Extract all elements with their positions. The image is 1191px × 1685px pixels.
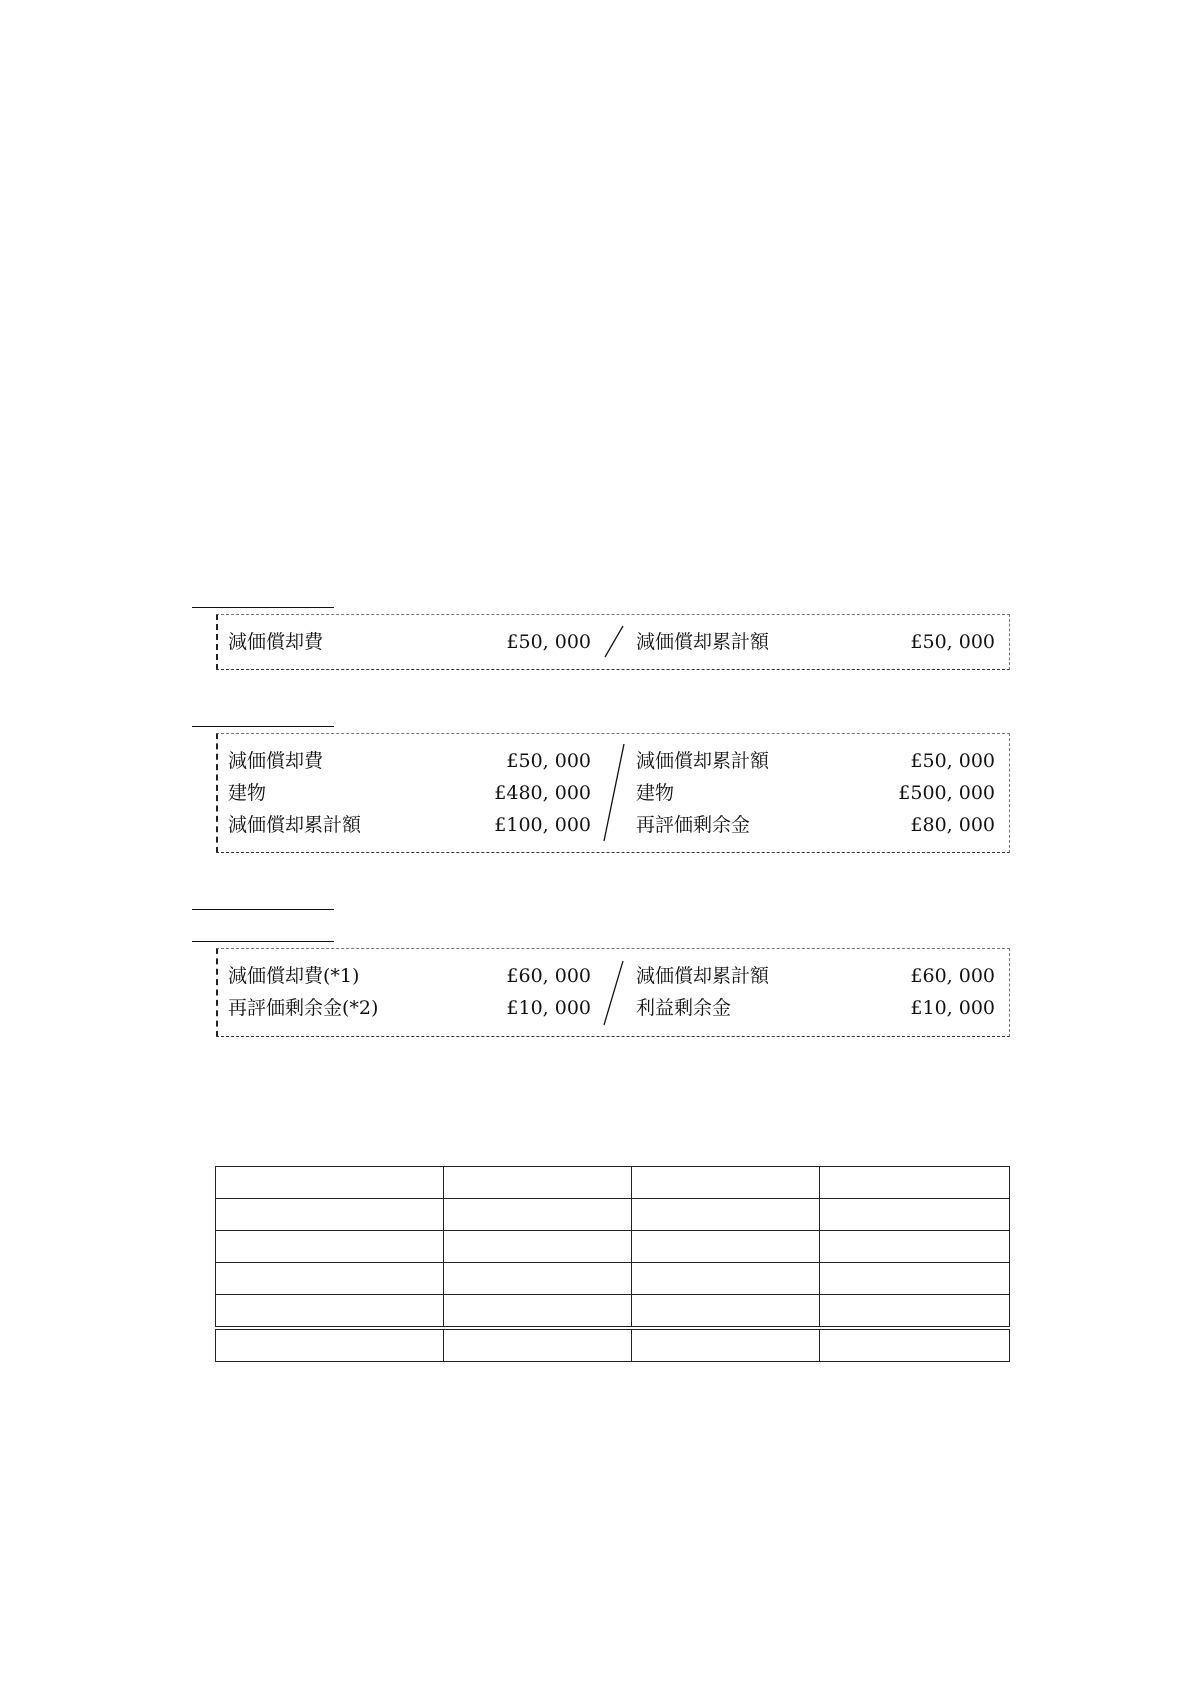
journal-line xyxy=(218,630,1009,654)
journal-line xyxy=(218,749,1009,773)
table-row xyxy=(216,1295,1010,1329)
debit-account: 減価償却費 xyxy=(228,631,324,653)
section-heading-underline xyxy=(192,941,334,942)
table-row xyxy=(216,1199,1010,1231)
credit-amount: £10, 000 xyxy=(910,997,995,1019)
section-heading-underline xyxy=(192,607,334,608)
table-cell xyxy=(820,1328,1010,1362)
credit-account: 建物 xyxy=(636,782,675,804)
credit-amount: £500, 000 xyxy=(898,782,995,804)
credit-account: 減価償却累計額 xyxy=(636,750,770,772)
debit-account: 再評価剰余金(*2) xyxy=(228,997,379,1019)
credit-amount: £50, 000 xyxy=(910,750,995,772)
credit-amount: £80, 000 xyxy=(910,814,995,836)
table-cell xyxy=(216,1199,444,1231)
table-cell xyxy=(632,1263,820,1295)
debit-amount: £100, 000 xyxy=(494,814,591,836)
table-row xyxy=(216,1167,1010,1199)
table-cell xyxy=(820,1167,1010,1199)
debit-amount: £60, 000 xyxy=(506,965,591,987)
table-cell xyxy=(216,1263,444,1295)
table-cell xyxy=(216,1328,444,1362)
journal-entry-3 xyxy=(216,948,1010,1037)
table-total-row xyxy=(216,1328,1010,1362)
debit-amount: £50, 000 xyxy=(506,750,591,772)
journal-entry-2 xyxy=(216,733,1010,853)
credit-account: 減価償却累計額 xyxy=(636,965,770,987)
debit-account: 建物 xyxy=(228,782,267,804)
table-cell xyxy=(820,1263,1010,1295)
debit-account: 減価償却累計額 xyxy=(228,814,362,836)
table-cell xyxy=(444,1295,632,1329)
summary-table xyxy=(215,1166,1010,1362)
table-cell xyxy=(820,1231,1010,1263)
debit-account: 減価償却費 xyxy=(228,750,324,772)
table-cell xyxy=(820,1295,1010,1329)
debit-credit-separator xyxy=(218,949,1012,1038)
journal-line xyxy=(218,996,1009,1020)
credit-account: 減価償却累計額 xyxy=(636,631,770,653)
table-row xyxy=(216,1231,1010,1263)
table-cell xyxy=(444,1199,632,1231)
table-cell xyxy=(444,1328,632,1362)
table-row xyxy=(216,1263,1010,1295)
table-cell xyxy=(216,1231,444,1263)
debit-amount: £10, 000 xyxy=(506,997,591,1019)
credit-amount: £60, 000 xyxy=(910,965,995,987)
table-cell xyxy=(632,1295,820,1329)
table-cell xyxy=(632,1199,820,1231)
table-cell xyxy=(216,1295,444,1329)
table-cell xyxy=(444,1167,632,1199)
table-cell xyxy=(632,1167,820,1199)
debit-amount: £50, 000 xyxy=(506,631,591,653)
journal-line xyxy=(218,781,1009,805)
table-cell xyxy=(632,1231,820,1263)
table-cell xyxy=(820,1199,1010,1231)
journal-line xyxy=(218,964,1009,988)
credit-amount: £50, 000 xyxy=(910,631,995,653)
journal-entry-1 xyxy=(216,614,1010,670)
table-cell xyxy=(632,1328,820,1362)
credit-account: 再評価剰余金 xyxy=(636,814,751,836)
section-heading-underline xyxy=(192,909,334,910)
table-cell xyxy=(216,1167,444,1199)
table-cell xyxy=(444,1263,632,1295)
debit-amount: £480, 000 xyxy=(494,782,591,804)
journal-line xyxy=(218,813,1009,837)
credit-account: 利益剰余金 xyxy=(636,997,732,1019)
table-cell xyxy=(444,1231,632,1263)
section-heading-underline xyxy=(192,726,334,727)
debit-account: 減価償却費(*1) xyxy=(228,965,360,987)
